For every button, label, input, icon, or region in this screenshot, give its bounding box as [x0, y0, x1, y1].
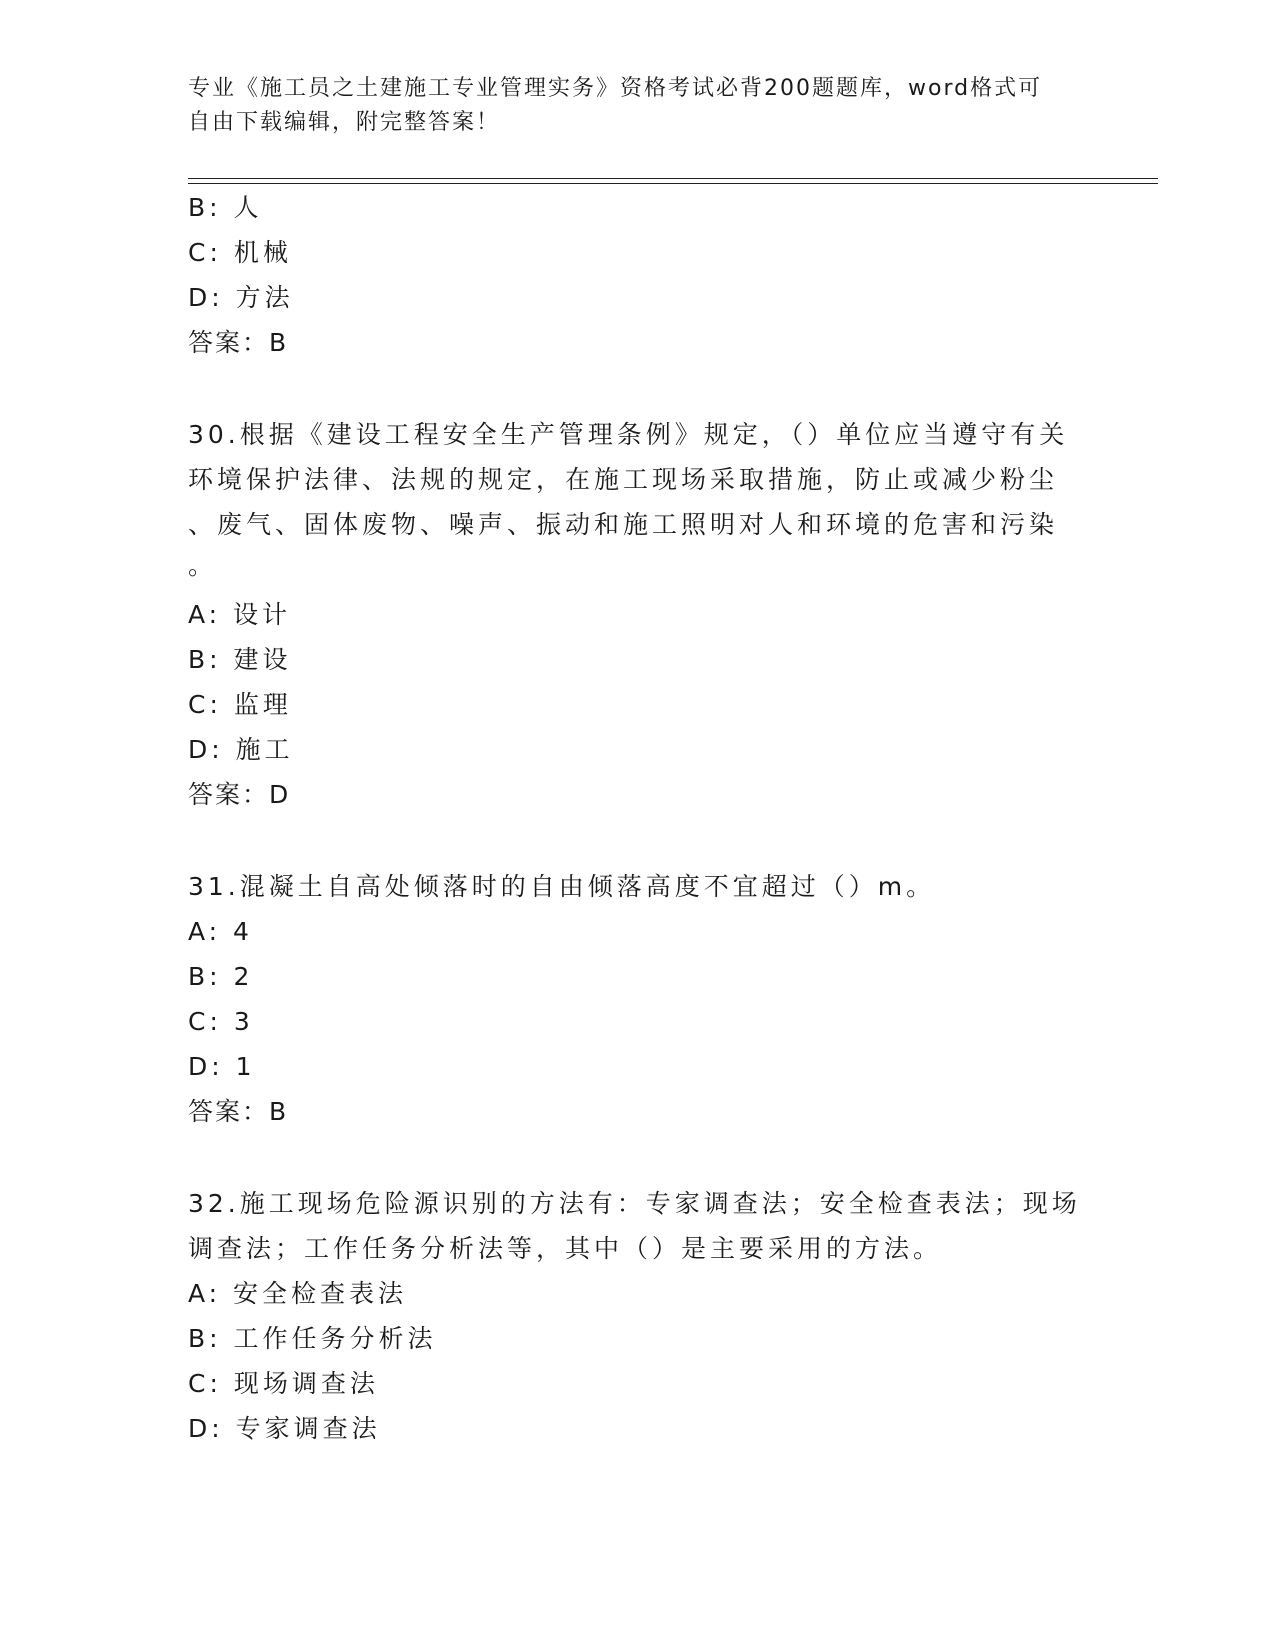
- q31-option-d: D: 1: [188, 1052, 256, 1081]
- q32-option-c: C: 现场调查法: [188, 1369, 379, 1398]
- q31-option-c: C: 3: [188, 1007, 254, 1036]
- q32-option-d: D: 专家调查法: [188, 1414, 381, 1443]
- q29-option-b: B: 人: [188, 193, 263, 222]
- q29-answer: 答案：B: [188, 328, 289, 357]
- q32-stem-line-2: 调查法；工作任务分析法等，其中（）是主要采用的方法。: [188, 1234, 943, 1263]
- q30-stem-line-4: 。: [188, 551, 218, 580]
- header-line-2: 自由下载编辑，附完整答案！: [188, 110, 501, 135]
- q30-stem-line-2: 环境保护法律、法规的规定，在施工现场采取措施，防止或减少粉尘: [188, 465, 1059, 494]
- document-header: [188, 72, 1088, 140]
- q30-option-c: C: 监理: [188, 690, 292, 719]
- header-line-1: 专业《施工员之土建施工专业管理实务》资格考试必背200题题库，word格式可: [188, 76, 1043, 101]
- q30-stem-line-3: 、废气、固体废物、噪声、振动和施工照明对人和环境的危害和污染: [188, 510, 1059, 539]
- q32-stem-line-1: 32.施工现场危险源识别的方法有：专家调查法；安全检查表法；现场: [188, 1189, 1081, 1218]
- q30-stem-line-1: 30.根据《建设工程安全生产管理条例》规定，（）单位应当遵守有关: [188, 420, 1069, 449]
- q29-option-c: C: 机械: [188, 238, 292, 267]
- q32-option-b: B: 工作任务分析法: [188, 1324, 437, 1353]
- q30-option-a: A: 设计: [188, 600, 292, 629]
- q30-option-b: B: 建设: [188, 645, 292, 674]
- q29-option-d: D: 方法: [188, 283, 294, 312]
- q30-answer: 答案：D: [188, 780, 291, 809]
- q30-option-d: D: 施工: [188, 735, 294, 764]
- q31-stem-line-1: 31.混凝土自高处倾落时的自由倾落高度不宜超过（）m。: [188, 872, 936, 901]
- q32-option-a: A: 安全检查表法: [188, 1279, 408, 1308]
- q31-option-b: B: 2: [188, 962, 254, 991]
- header-divider: [188, 178, 1158, 184]
- q31-option-a: A: 4: [188, 917, 253, 946]
- q31-answer: 答案：B: [188, 1097, 289, 1126]
